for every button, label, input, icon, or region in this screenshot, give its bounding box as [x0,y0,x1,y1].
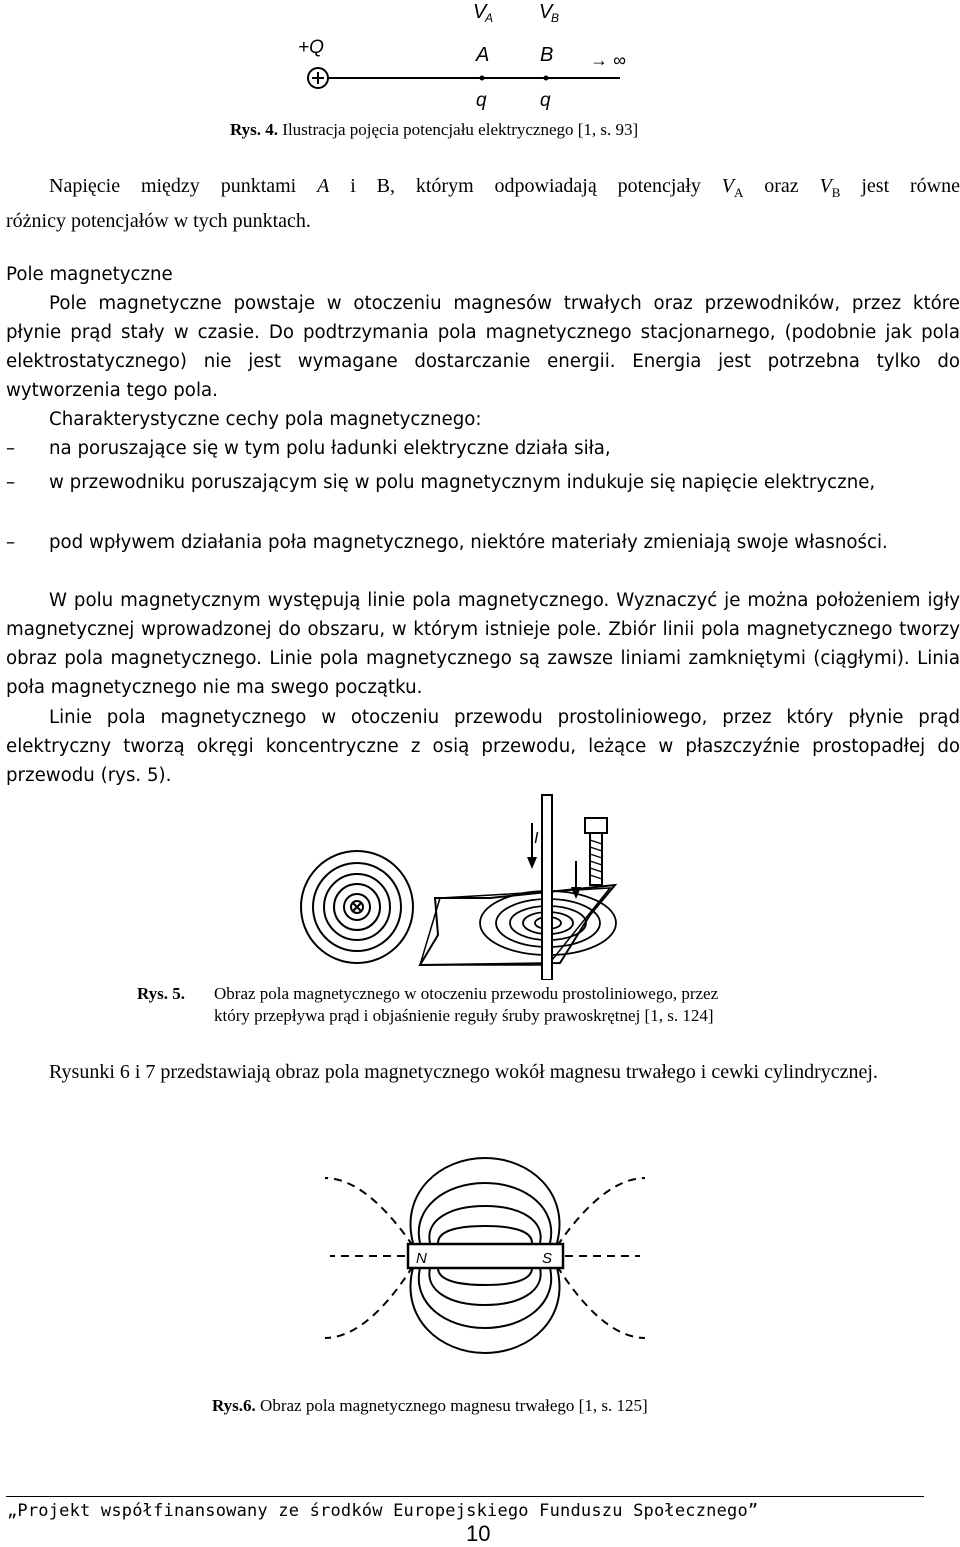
figure-4-potential-diagram [290,0,680,115]
label-b: B [540,44,554,66]
label-q2: q [540,90,551,111]
figure-5-caption-label: Rys. 5. [137,984,186,1003]
figure-4-caption-label: Rys. 4. [230,120,279,139]
figure-6-caption-text: Obraz pola magnetycznego magnesu trwałego [1, s. 125] [260,1396,648,1415]
figure-6-magnet-field [320,1138,650,1388]
paragraph-characteristics: Charakterystyczne cechy pola magnetycznego: [49,409,482,430]
label-infinity: → ∞ [590,50,626,70]
label-va: V [473,1,487,23]
paragraph-field-lines: W polu magnetycznym występują linie pola magnetycznego. Wyznaczyć je można położeniem igły magnetycznej wprowadzonej do obszaru, w którym istnieje pole. Zbiór linii pola magnetycznego tworzy obraz pola magnetycznego. Linie pola magnetycznego są zawsze liniami zamkniętymi (ciągłymi). Linia poła magnetycznego nie ma swego początku. [6,590,960,698]
label-charge: +Q [298,37,324,58]
section-heading: Pole magnetyczne [6,264,173,285]
footer-divider [6,1496,924,1497]
label-north: N [416,1250,427,1267]
magnet-bar [408,1244,563,1268]
paragraph-straight-wire: Linie pola magnetycznego w otoczeniu przewodu prostoliniowego, przez który płynie prąd elektryczny tworzą okręgi koncentryczne z osią przewodu, leżące w płaszczyźnie prostopadłej do przewodu (rys. 5). [6,707,960,786]
label-south: S [542,1250,553,1267]
label-vb-sub: B [551,11,560,25]
label-vb: V [539,1,553,23]
label-va-sub: A [485,11,494,25]
label-current: I [534,830,539,847]
figure-5-wire-field [290,785,640,980]
paragraph-voltage: Napięcie między punktami A i B, którym odpowiadają potencjały $V_A$ oraz $V_B$ jest równe różnicy potencjałów w tych punktach. [6,175,960,232]
figure-5-caption [137,983,185,1005]
figure-5-caption-text: Obraz pola magnetycznego w otoczeniu przewodu prostoliniowego, przez który przepływa prąd i objaśnienie reguły śruby prawoskrętnej [1, s. 124] [214,984,719,1025]
figure-6-caption-label: Rys.6. [212,1396,256,1415]
footer-text: „Projekt współfinansowany ze środków Europejskiego Funduszu Społecznego” [7,1501,759,1521]
list-item: – w przewodniku poruszającym się w polu magnetycznym indukuje się napięcie elektryczne, [6,472,876,493]
figure-4-caption-text: Ilustracja pojęcia potencjału elektrycznego [1, s. 93] [282,120,639,139]
figure-6-caption [212,1395,648,1417]
figure-4-caption [230,119,638,141]
list-item: – na poruszające się w tym polu ładunki elektryczne działa siła, [6,438,611,459]
label-a: A [476,44,490,66]
list-item: – pod wpływem działania poła magnetycznego, niektóre materiały zmieniają swoje własności. [6,532,888,553]
page-number: 10 [466,1521,491,1546]
label-q1: q [476,90,487,111]
paragraph-intro: Pole magnetyczne powstaje w otoczeniu magnesów trwałych oraz przewodników, przez które płynie prąd stały w czasie. Do podtrzymania pola magnetycznego stacjonarnego, (podobnie jak pola elektrostatycznego) nie jest wymagane dostarczanie energii. Energia jest potrzebna tylko do wytworzenia tego pola. [6,293,960,401]
paragraph-figures-6-7: Rysunki 6 i 7 przedstawiają obraz pola magnetycznego wokół magnesu trwałego i cewki cylindrycznej. [49,1061,878,1083]
